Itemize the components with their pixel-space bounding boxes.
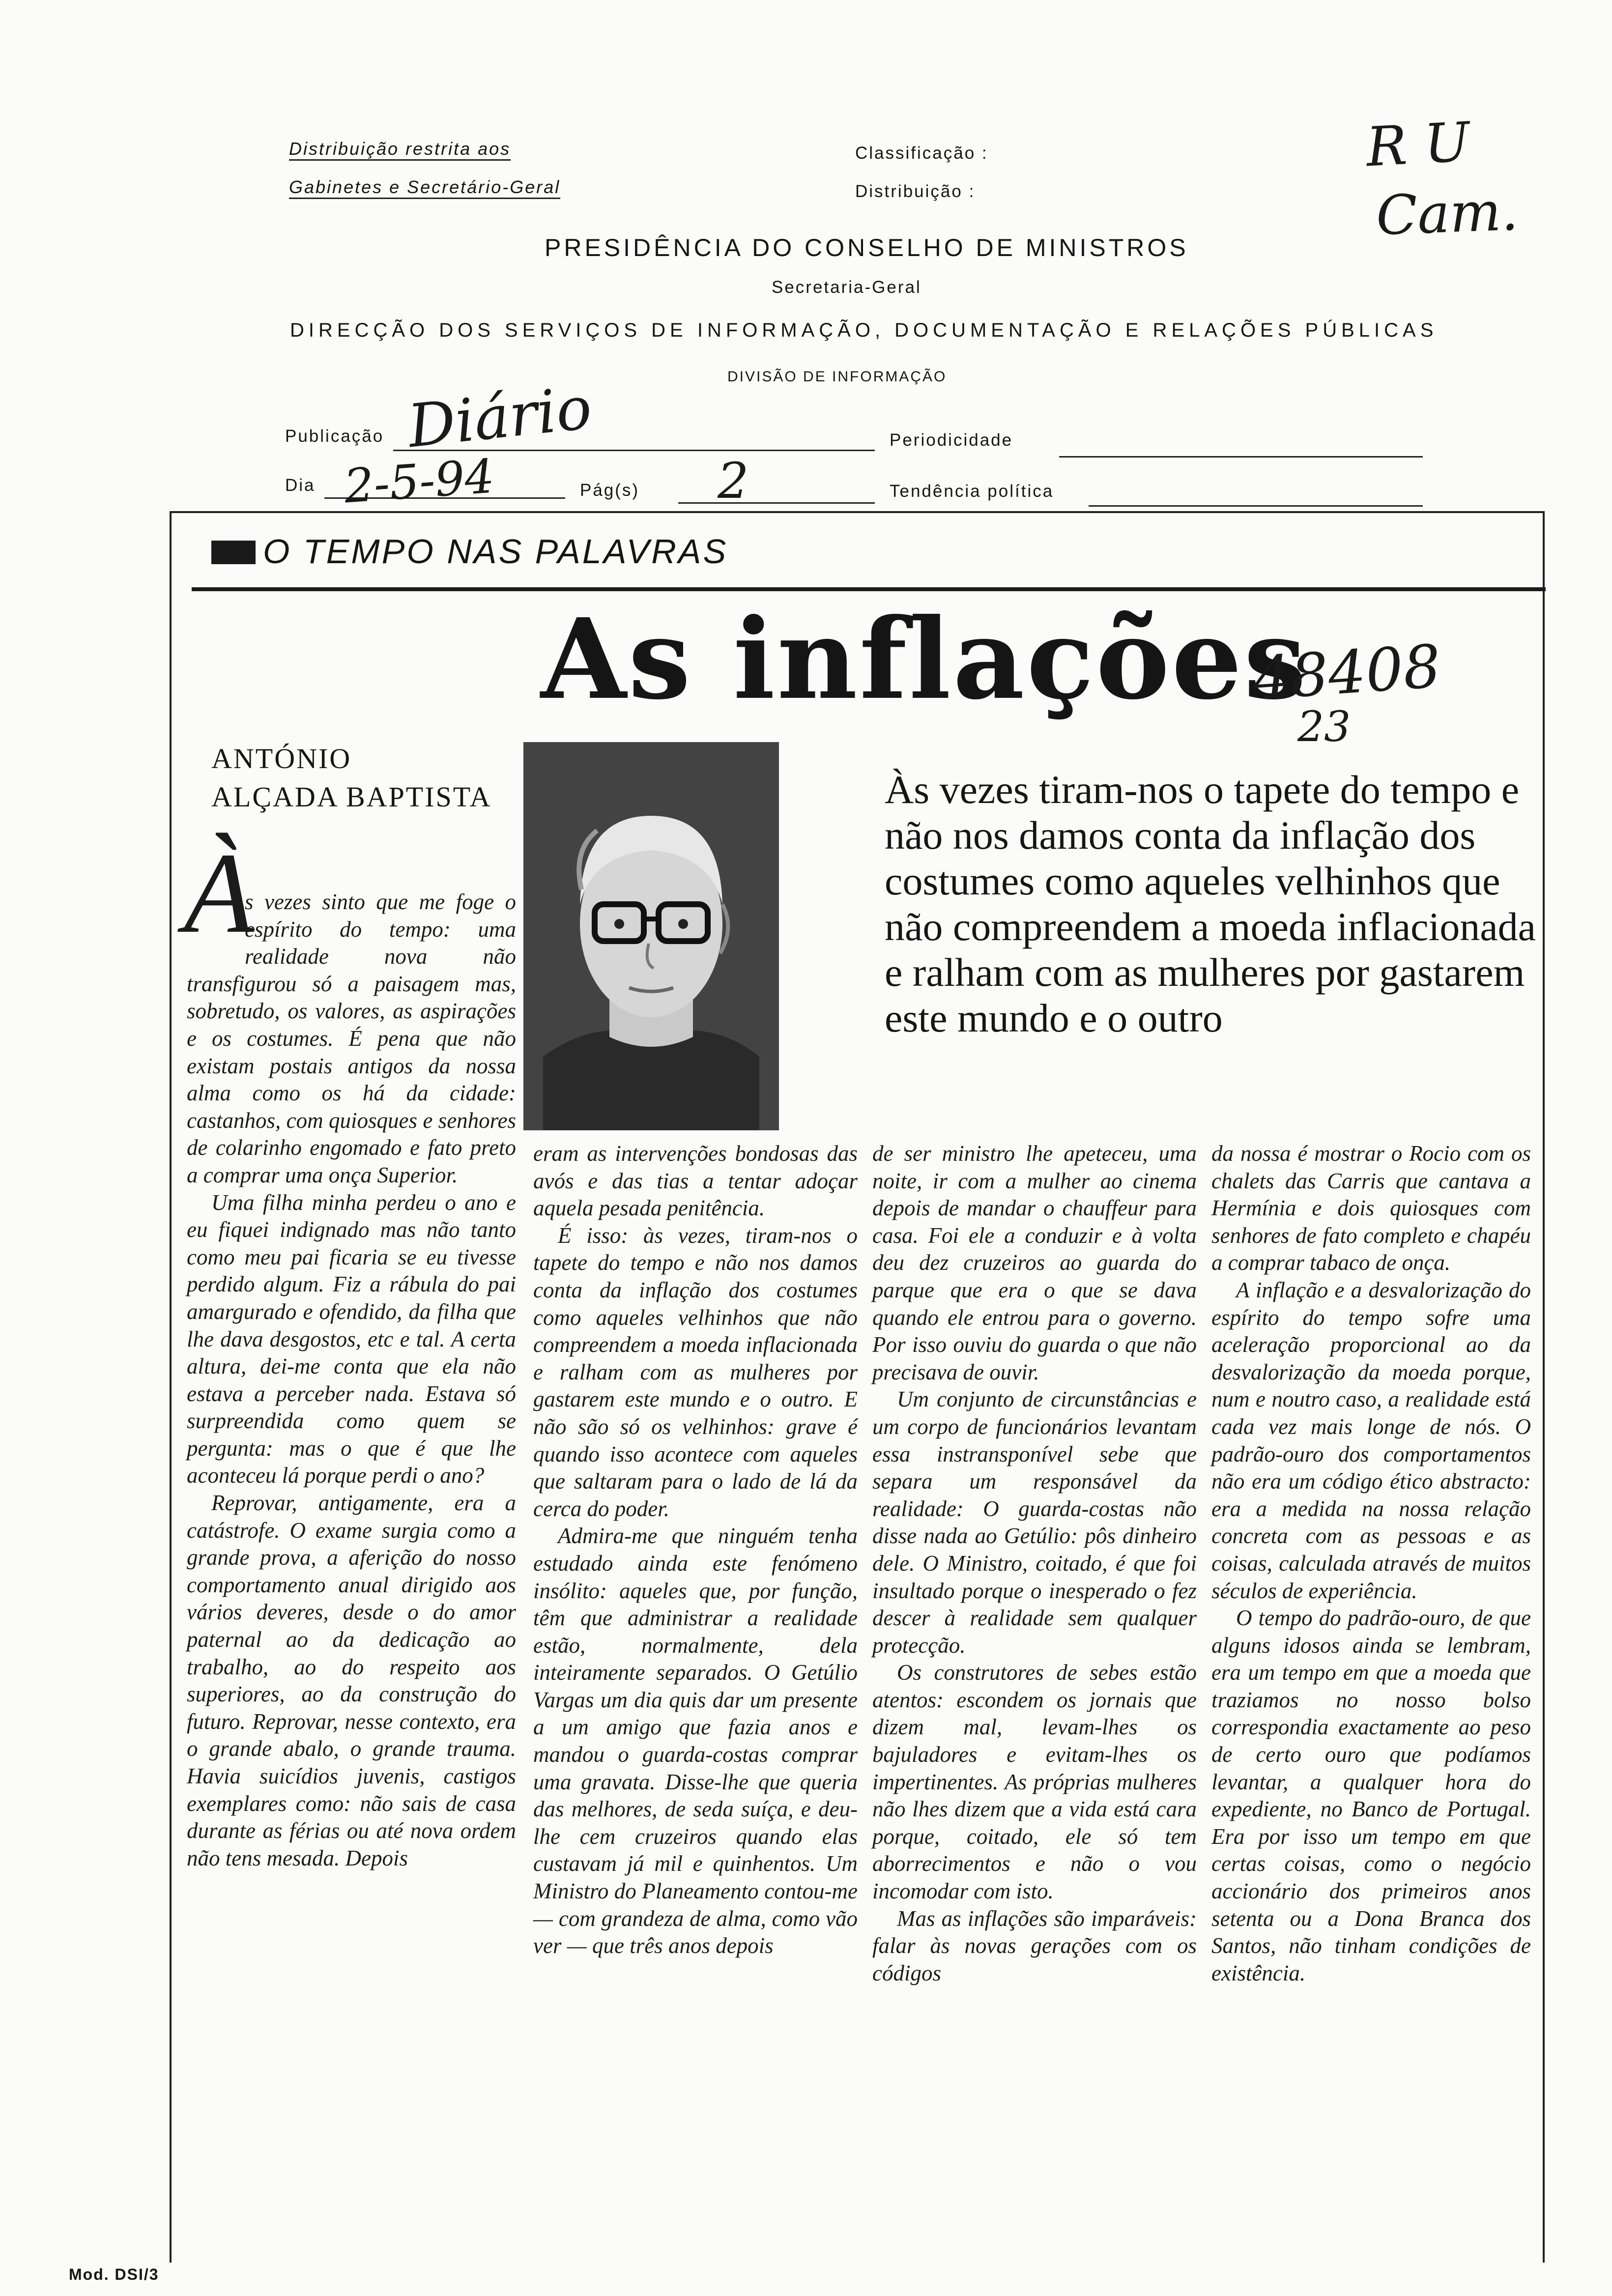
divisao-line: DIVISÃO DE INFORMAÇÃO bbox=[727, 369, 947, 385]
org-title: PRESIDÊNCIA DO CONSELHO DE MINISTROS bbox=[545, 234, 1189, 261]
form-code: Mod. DSI/3 bbox=[69, 2266, 159, 2283]
author-photo bbox=[523, 742, 779, 1130]
article-column-4 bbox=[1211, 1140, 1531, 1987]
distribuicao-label: Distribuição : bbox=[855, 182, 976, 201]
author-byline bbox=[211, 740, 526, 817]
author-last-name: ALÇADA BAPTISTA bbox=[211, 781, 492, 813]
dropcap: À bbox=[184, 829, 255, 957]
section-label: O TEMPO NAS PALAVRAS bbox=[263, 532, 728, 571]
secretaria-geral: Secretaria-Geral bbox=[772, 278, 921, 297]
pags-line bbox=[678, 502, 875, 504]
paragraph: s vezes sinto que me foge o espírito do tempo: uma realidade nova não transfigurou só a paisagem mas, sobretudo, os valores, as aspirações e os costumes. É pena que não existam postais antigos da nossa alma como os há da cidade: castanhos, com quiosques e senhores de colarinho engomado e fato preto a comprar uma onça Superior. bbox=[187, 890, 516, 1187]
section-marker bbox=[211, 541, 256, 564]
periodicidade-line bbox=[1059, 456, 1423, 458]
handwritten-stamp-number: 48408 bbox=[1251, 632, 1443, 714]
paragraph: Mas as inflações são imparáveis: falar às novas gerações com os códigos bbox=[872, 1906, 1197, 1985]
tendencia-label: Tendência política bbox=[890, 482, 1054, 501]
handwritten-corner-note-line1: R U bbox=[1364, 110, 1471, 179]
distribution-restriction-line2: Gabinetes e Secretário-Geral bbox=[289, 177, 560, 199]
classificacao-label: Classificação : bbox=[855, 144, 988, 163]
handwritten-corner-note-line2: Cam. bbox=[1375, 179, 1520, 248]
handwritten-publicacao: Diário bbox=[404, 373, 595, 461]
paragraph: Reprovar, antigamente, era a catástrofe. O exame surgia como a grande prova, a aferição do nosso comportamento anual dirigido aos vários deveres, desde o do amor paternal ao da dedicação ao trabalho, ao do respeito aos superiores, ao da construção do futuro. Reprovar, nesse contexto, era o grande abalo, o grande trauma. Havia suicídios juvenis, castigos exemplares como: não sais de casa durante as férias ou até nova ordem não tens mesada. Depois bbox=[187, 1491, 516, 1870]
paragraph: da nossa é mostrar o Rocio com os chalets das Carris que cantava a Hermínia e dois quiosques com senhores de fato completo e chapéu a comprar tabaco de onça. bbox=[1211, 1141, 1531, 1275]
tendencia-line bbox=[1089, 505, 1423, 507]
handwritten-pages: 2 bbox=[718, 452, 749, 510]
paragraph: Os construtores de sebes estão atentos: escondem os jornais que dizem mal, levam-lhes os bajuladores e evitam-lhes os impertinentes. As próprias mulheres não lhes dizem que a vida está cara porque, coitado, ele só tem aborrecimentos e não o vou incomodar com isto. bbox=[872, 1660, 1197, 1904]
distribution-restriction-line1: Distribuição restrita aos bbox=[289, 139, 511, 161]
handwritten-date: 2-5-94 bbox=[342, 449, 496, 514]
article-column-2 bbox=[533, 1140, 858, 1960]
paragraph: Uma filha minha perdeu o ano e eu fiquei indignado mas não tanto como meu pai ficaria se eu tivesse perdido algum. Fiz a rábula do pai amargurado e ofendido, da filha que lhe dava desgostos, etc e tal. A certa altura, dei-me conta que ela não estava a perceber nada. Estava só surpreendida como quem se pergunta: mas o que é que lhe aconteceu lá porque perdi o ano? bbox=[187, 1190, 516, 1488]
dia-label: Dia bbox=[285, 476, 316, 495]
section-rule bbox=[192, 587, 1546, 591]
author-first-name: ANTÓNIO bbox=[211, 743, 352, 775]
publicacao-label: Publicação bbox=[285, 427, 384, 446]
article-column-3 bbox=[872, 1140, 1197, 1987]
paragraph: Admira-me que ninguém tenha estudado ainda este fenómeno insólito: aqueles que, por função, têm que administrar a realidade estão, normalmente, dela inteiramente separados. O Getúlio Vargas um dia quis dar um presente a um amigo que fazia anos e mandou o guarda-costas comprar uma gravata. Disse-lhe que queria das melhores, de seda suíça, e deu-lhe cem cruzeiros quando elas custavam já mil e quinhentos. Um Ministro do Planeamento contou-me — com grandeza de alma, como vão ver — que três anos depois bbox=[533, 1523, 858, 1958]
periodicidade-label: Periodicidade bbox=[890, 430, 1013, 450]
article-column-1 bbox=[184, 829, 516, 1872]
paragraph: A inflação e a desvalorização do espírito do tempo sofre uma aceleração proporcional ao da desvalorização da moeda porque, num e noutro caso, a realidade está cada vez mais longe de nós. O padrão-ouro dos comportamentos não era um código ético abstracto: era a medida na nossa relação concreta com as pessoas e as coisas, calculada através de muitos séculos de experiência. bbox=[1211, 1277, 1531, 1603]
paragraph: É isso: às vezes, tiram-nos o tapete do tempo e não nos damos conta da inflação dos costumes como aqueles velhinhos que não compreendem a moeda inflacionada e ralham com as mulheres por gastarem este mundo e o outro. E não são só os velhinhos: grave é quando isso acontece com aqueles que saltaram para o lado de lá da cerca do poder. bbox=[533, 1223, 858, 1521]
handwritten-stamp-date: 23 bbox=[1297, 703, 1351, 751]
headline: As inflações bbox=[541, 595, 1308, 724]
paragraph: O tempo do padrão-ouro, de que alguns idosos ainda se lembram, era um tempo em que a moeda que traziamos no nosso bolso correspondia exactamente ao peso de certo ouro que podíamos levantar, a qualquer hora do expediente, no Banco de Portugal. Era por isso um tempo em que certas coisas, como o negócio accionário dos primeiros anos setenta ou a Dona Branca dos Santos, não tinham condições de existência. bbox=[1211, 1606, 1531, 1985]
paragraph: Um conjunto de circunstâncias e um corpo de funcionários levantam essa instransponível sebe que separa um responsável da realidade: O guarda-costas não disse nada ao Getúlio: pôs dinheiro dele. O Ministro, coitado, é que foi insultado porque o inesperado o fez descer à realidade sem qualquer protecção. bbox=[872, 1387, 1197, 1658]
paragraph: eram as intervenções bondosas das avós e das tias a tentar adoçar aquela pesada penitência. bbox=[533, 1141, 858, 1221]
pags-label: Pág(s) bbox=[580, 481, 640, 500]
paragraph: de ser ministro lhe apeteceu, uma noite, ir com a mulher ao cinema depois de mandar o chauffeur para casa. Foi ele a conduzir e à volta deu dez cruzeiros ao guarda do parque que era o que se dava quando ele entrou para o governo. Por isso ouviu do guarda o que não precisava de ouvir. bbox=[872, 1141, 1197, 1384]
lede: Às vezes tiram-nos o tapete do tempo e não nos damos conta da inflação dos costumes como aqueles velhinhos que não compreendem a moeda inflacionada e ralham com as mulheres por gastarem este mundo e o outro bbox=[885, 767, 1536, 1040]
department-line: DIRECÇÃO DOS SERVIÇOS DE INFORMAÇÃO, DOCUMENTAÇÃO E RELAÇÕES PÚBLICAS bbox=[290, 319, 1438, 341]
